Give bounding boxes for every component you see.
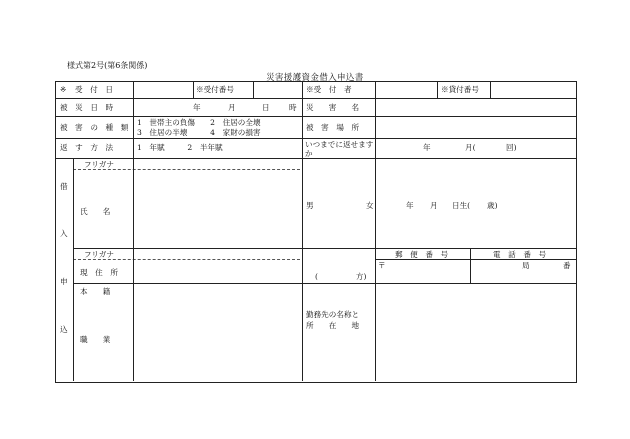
side-label-1: 借 bbox=[60, 182, 68, 191]
side-label-4: 込 bbox=[60, 325, 68, 334]
row-line bbox=[73, 248, 576, 249]
until-when-label: いつまでに返せますか bbox=[305, 140, 374, 158]
repayment-label: 返 す 方 法 bbox=[60, 143, 114, 152]
date-day: 日 bbox=[262, 103, 270, 112]
repay-month: 月( bbox=[465, 143, 476, 152]
form-title: 災害援護資金借入申込書 bbox=[266, 72, 364, 82]
care-of-label: ( 方) bbox=[315, 272, 367, 281]
col-line bbox=[193, 81, 194, 98]
damage-place-field[interactable] bbox=[376, 117, 575, 137]
furigana-label: フリガナ bbox=[84, 160, 114, 169]
side-label-2: 入 bbox=[60, 229, 68, 238]
loan-number-label: ※貸付番号 bbox=[441, 85, 479, 94]
number-label: 番 bbox=[563, 261, 571, 270]
furigana-field[interactable] bbox=[134, 159, 301, 169]
birth-month: 月 bbox=[430, 201, 438, 210]
date-hour: 時 bbox=[289, 103, 297, 112]
male-option[interactable]: 男 bbox=[306, 201, 314, 210]
repay-year: 年 bbox=[423, 143, 431, 152]
receiver-field[interactable] bbox=[376, 82, 436, 97]
bureau-label: 局 bbox=[522, 261, 530, 270]
domicile-field[interactable] bbox=[134, 284, 301, 304]
damage-option-line2[interactable]: 3 住居の半壊 4 家財の損害 bbox=[137, 128, 261, 137]
damage-place-label: 被 害 場 所 bbox=[306, 123, 360, 132]
occupation-field[interactable] bbox=[134, 305, 301, 380]
address-label: 現 住 所 bbox=[80, 268, 118, 277]
disaster-name-label: 災 害 名 bbox=[306, 103, 360, 112]
domicile-label: 本 籍 bbox=[80, 287, 111, 296]
address-field[interactable] bbox=[134, 260, 301, 282]
damage-option-line1[interactable]: 1 世帯主の負傷 2 住居の全壊 bbox=[137, 118, 261, 127]
name-label: 氏 名 bbox=[80, 207, 111, 216]
col-line bbox=[73, 158, 74, 381]
row-line bbox=[375, 259, 576, 260]
repayment-options[interactable]: 1 年賦 2 半年賦 bbox=[137, 143, 223, 152]
name-field[interactable] bbox=[134, 170, 301, 247]
received-date-field[interactable] bbox=[134, 82, 192, 97]
received-date-label: 受 付 日 bbox=[75, 85, 113, 94]
repay-times: 回) bbox=[506, 143, 517, 152]
receiver-label: ※受 付 者 bbox=[306, 85, 352, 94]
phone-label: 電 話 番 号 bbox=[493, 250, 547, 259]
postal-code-label: 郵 便 番 号 bbox=[395, 250, 449, 259]
side-label-3: 申 bbox=[60, 277, 68, 286]
col-line bbox=[302, 81, 303, 381]
col-line bbox=[437, 81, 438, 98]
occupation-label: 職 業 bbox=[80, 335, 111, 344]
received-number-field[interactable] bbox=[254, 82, 301, 97]
mark-label: ※ bbox=[60, 85, 67, 94]
date-month: 月 bbox=[228, 103, 236, 112]
date-year: 年 bbox=[193, 103, 201, 112]
birth-day: 日生( bbox=[452, 201, 471, 210]
form-label: 様式第2号(第6条関係) bbox=[67, 61, 148, 70]
disaster-name-field[interactable] bbox=[376, 99, 575, 115]
birth-age: 歳) bbox=[487, 201, 498, 210]
furigana2-label: フリガナ bbox=[84, 250, 114, 259]
damage-type-label: 被 害 の 種 類 bbox=[60, 123, 129, 132]
received-number-label: ※受付番号 bbox=[196, 85, 234, 94]
birth-year: 年 bbox=[406, 201, 414, 210]
workplace-label-line2: 所 在 地 bbox=[306, 321, 360, 330]
loan-number-field[interactable] bbox=[491, 82, 575, 97]
disaster-date-label: 被 災 日 時 bbox=[60, 103, 114, 112]
workplace-field[interactable] bbox=[376, 284, 575, 380]
workplace-label-line1: 勤務先の名称と bbox=[306, 310, 360, 319]
col-line bbox=[470, 248, 471, 283]
postal-mark: 〒 bbox=[378, 261, 386, 270]
female-option[interactable]: 女 bbox=[366, 201, 374, 210]
